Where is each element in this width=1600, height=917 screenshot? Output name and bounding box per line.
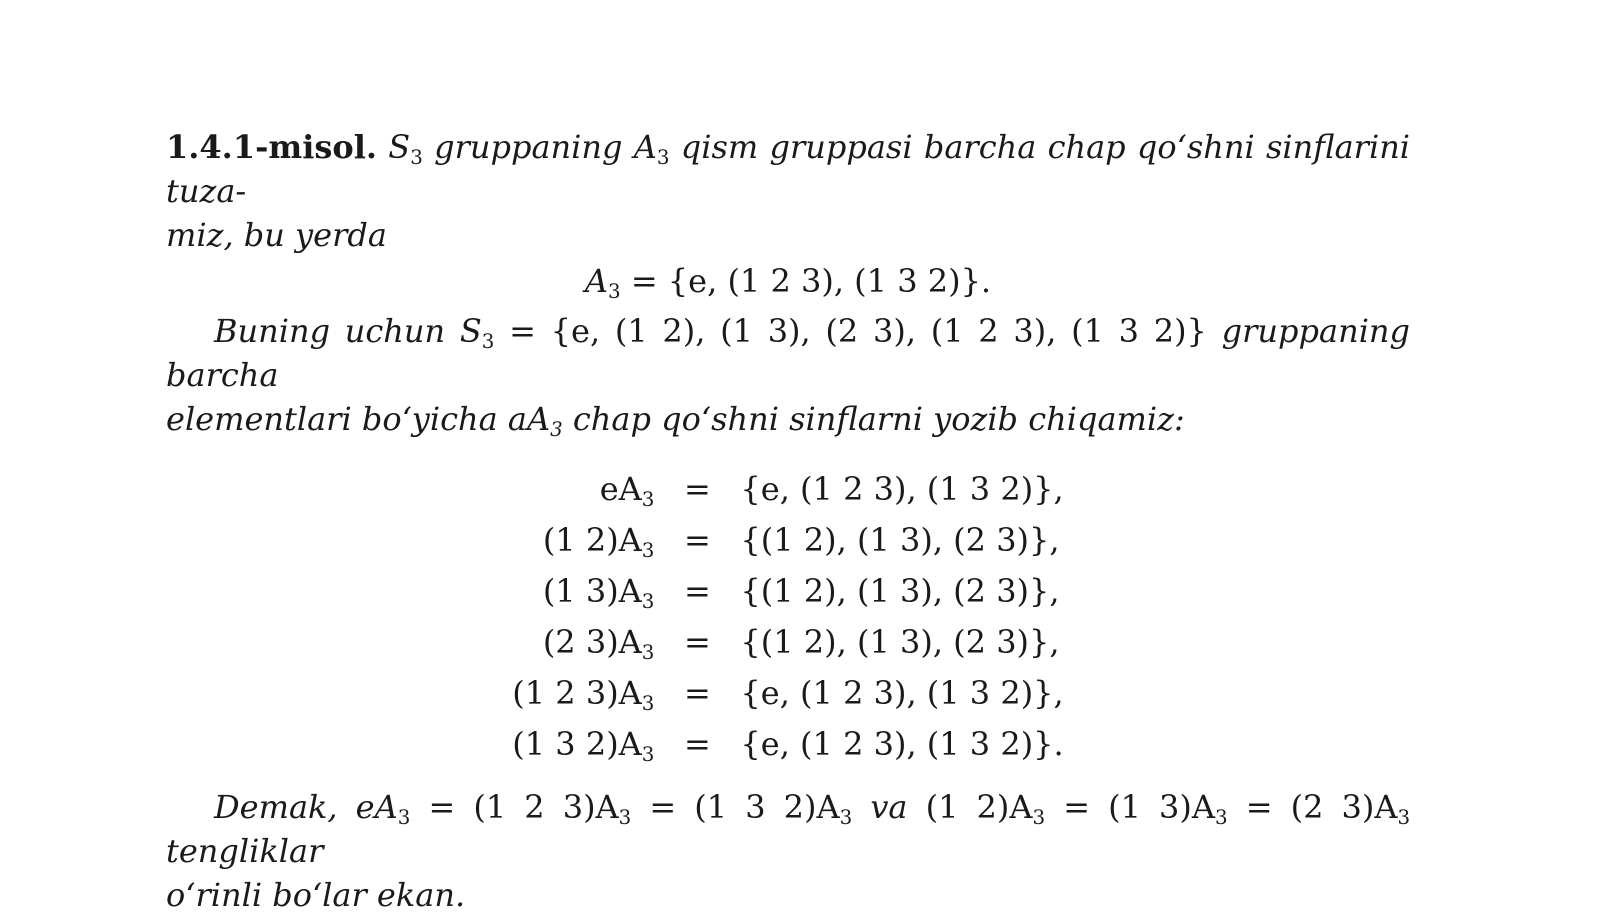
intro-text-3: miz, bu yerda bbox=[166, 216, 387, 254]
conclusion-equalities-1: $eA_3 = (1$ 2 $3)A_3 = (1$ 3 $2)A_3$ bbox=[355, 788, 853, 829]
equation-left: (1 $2)A_3$ bbox=[542, 520, 655, 562]
math-A3: $A_3$ bbox=[633, 128, 670, 169]
paragraph-buning bbox=[166, 309, 1410, 441]
math-aA3: $aA_3$ bbox=[507, 400, 563, 441]
display-formula-body: = {e, (1 2 3), (1 3 2)}. bbox=[630, 262, 992, 300]
example-paragraph bbox=[166, 125, 1410, 257]
equals-sign: = bbox=[684, 622, 711, 661]
display-formula-A3: $A_3 = \{e$, (1 2 3), (1 3 2)}. bbox=[584, 262, 992, 303]
equals-sign: = bbox=[684, 724, 711, 763]
equation-right: {e, (1 2 3), (1 3 2)}, bbox=[740, 469, 1064, 508]
equation-right: {(1 2), (1 3), (2 3)}, bbox=[740, 622, 1060, 661]
equation-left: (1 3 $2)A_3$ bbox=[512, 724, 655, 766]
equation-left: $eA_3$ bbox=[599, 469, 655, 511]
equation-row bbox=[512, 616, 1063, 667]
p2-line2-end: chap qo‘shni sinflarni yozib chiqamiz: bbox=[572, 400, 1185, 438]
equation-right: {e, (1 2 3), (1 3 2)}, bbox=[740, 673, 1064, 712]
equation-row bbox=[512, 514, 1063, 565]
conclusion-end-1: tengliklar bbox=[166, 832, 324, 870]
p2-start: Buning uchun bbox=[214, 312, 446, 350]
equation-right: {(1 2), (1 3), (2 3)}, bbox=[740, 520, 1060, 559]
equation-row bbox=[512, 463, 1063, 514]
intro-text-1: gruppaning bbox=[434, 128, 623, 166]
document-page bbox=[166, 125, 1410, 917]
equation-row bbox=[512, 565, 1063, 616]
equation-right: {(1 2), (1 3), (2 3)}, bbox=[740, 571, 1060, 610]
math-S3: $S_3$ bbox=[388, 128, 423, 169]
conclusion-va: va bbox=[870, 788, 908, 826]
equals-sign: = bbox=[684, 571, 711, 610]
conclusion-end-2: o‘rinli bo‘lar ekan. bbox=[166, 876, 466, 914]
p2-mid: gruppaning barcha bbox=[166, 312, 1411, 394]
equation-right: {e, (1 2 3), (1 3 2)}. bbox=[740, 724, 1064, 763]
conclusion-equalities-2: (1 $2)A_3 = (1$ $3)A_3 = (2$ $3)A_3$ bbox=[925, 788, 1411, 829]
conclusion-paragraph bbox=[166, 785, 1410, 917]
conclusion-start: Demak, bbox=[214, 788, 338, 826]
p2-line2-start: elementlari bo‘yicha bbox=[166, 400, 498, 438]
example-label: 1.4.1-misol. bbox=[166, 128, 378, 166]
equation-left: (1 2 $3)A_3$ bbox=[512, 673, 655, 715]
equation-row bbox=[512, 667, 1063, 718]
math-S3-set: $S_3 = \{e$, (1 2), (1 3), (2 3), (1 2 3), (1 3 2)} bbox=[459, 312, 1207, 353]
equals-sign: = bbox=[684, 520, 711, 559]
equation-left: (2 $3)A_3$ bbox=[542, 622, 655, 664]
equation-left: (1 $3)A_3$ bbox=[542, 571, 655, 613]
coset-equations bbox=[512, 463, 1063, 769]
equals-sign: = bbox=[684, 673, 711, 712]
intro-text-2: qism gruppasi barcha chap qo‘shni sinflarini tuza- bbox=[166, 128, 1411, 210]
equation-row bbox=[512, 718, 1063, 769]
equals-sign: = bbox=[684, 469, 711, 508]
